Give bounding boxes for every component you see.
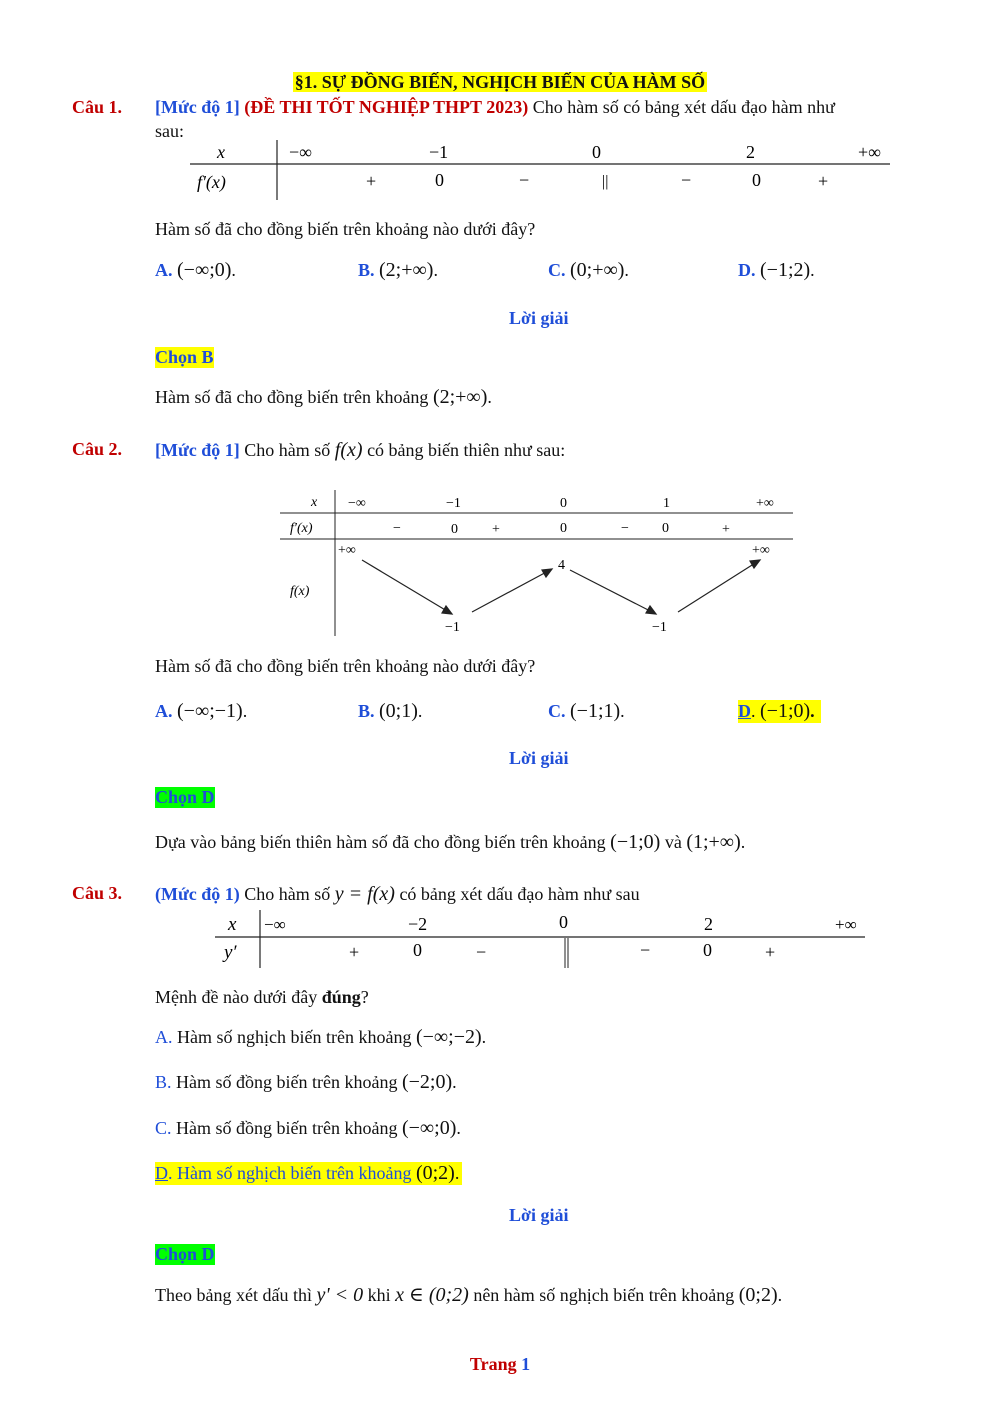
q3-sign: +	[765, 942, 776, 962]
q3-sign: −	[640, 940, 651, 960]
q1-sign: −	[681, 170, 692, 190]
q3-x-val: +∞	[835, 915, 857, 934]
q1-x-val: 2	[746, 142, 755, 162]
q1-x-val: −∞	[289, 142, 312, 162]
q1-answer-choice: Chọn B	[155, 347, 214, 367]
q3-option-d[interactable]: D. Hàm số nghịch biến trên khoảng (0;2).	[155, 1162, 462, 1185]
question-3-question: Mệnh đề nào dưới đây đúng?	[155, 987, 369, 1007]
q1-fp-label: f'(x)	[197, 172, 226, 192]
q2-x-label: x	[311, 495, 318, 510]
q2-arrow-head	[750, 560, 760, 568]
question-1-stem: [Mức độ 1] (ĐỀ THI TỐT NGHIỆP THPT 2023) Cho hàm số có bảng xét dấu đạo hàm như	[155, 97, 835, 117]
q2-sign: 0	[560, 521, 567, 536]
q1-x-val: +∞	[858, 142, 881, 162]
q3-option-a[interactable]: A. Hàm số nghịch biến trên khoảng (−∞;−2).	[155, 1026, 487, 1048]
q1-sign: −	[519, 170, 530, 190]
q2-option-b[interactable]: B. (0;1).	[358, 700, 423, 722]
q1-x-label: x	[217, 142, 225, 162]
q2-sign: −	[393, 521, 401, 536]
q2-arrow-head	[646, 606, 656, 614]
q2-option-a[interactable]: A. (−∞;−1).	[155, 700, 248, 722]
q1-x-val: 0	[592, 142, 601, 162]
q2-f-val: 4	[558, 558, 565, 573]
q2-sign: −	[621, 521, 629, 536]
q1-sign: ||	[602, 173, 609, 190]
q2-x-val: −∞	[348, 496, 366, 511]
q2-sign: 0	[451, 522, 458, 537]
q2-solution-heading: Lời giải	[509, 748, 569, 768]
question-2-label: Câu 2.	[72, 439, 123, 459]
q2-f-label: f(x)	[290, 584, 310, 599]
q2-answer-choice: Chọn D	[155, 787, 215, 807]
q1-explanation: Hàm số đã cho đồng biến trên khoảng (2;+∞).	[155, 386, 492, 408]
q1-option-c[interactable]: C. (0;+∞).	[548, 259, 629, 281]
q2-x-val: +∞	[756, 496, 774, 511]
q3-explanation: Theo bảng xét dấu thì y' < 0 khi x ∈ (0;2) nên hàm số nghịch biến trên khoảng (0;2).	[155, 1284, 783, 1306]
question-3-label: Câu 3.	[72, 883, 123, 903]
q2-f-val: +∞	[338, 543, 356, 558]
question-2-stem: [Mức độ 1] Cho hàm số f(x) có bảng biến thiên như sau:	[155, 439, 566, 461]
q2-sign: +	[492, 522, 500, 537]
q3-sign: 0	[413, 940, 422, 960]
q1-sign: 0	[752, 170, 761, 190]
q2-variation-table	[278, 488, 798, 638]
q3-option-b[interactable]: B. Hàm số đồng biến trên khoảng (−2;0).	[155, 1071, 457, 1093]
q2-f-val: −1	[652, 620, 667, 635]
q2-option-d[interactable]: D. (−1;0).	[738, 700, 821, 723]
q3-x-val: −∞	[264, 915, 286, 934]
q2-arrow-head	[442, 606, 452, 614]
q3-yp-label: y′	[224, 942, 237, 963]
question-1-stem-cont: sau:	[155, 121, 184, 141]
page-footer: Trang 1	[469, 1354, 531, 1374]
q1-option-b[interactable]: B. (2;+∞).	[358, 259, 438, 281]
q2-explanation: Dựa vào bảng biến thiên hàm số đã cho đồng biến trên khoảng (−1;0) và (1;+∞).	[155, 831, 746, 853]
q3-sign-table	[210, 908, 870, 970]
q1-sign: +	[366, 171, 377, 191]
q3-solution-heading: Lời giải	[509, 1205, 569, 1225]
q2-x-val: 1	[663, 496, 670, 511]
q1-sign-table	[185, 138, 895, 204]
q2-increase-arrow	[472, 569, 552, 612]
q3-sign: 0	[703, 940, 712, 960]
q3-x-label: x	[228, 914, 237, 935]
q1-sign: 0	[435, 170, 444, 190]
question-1-question: Hàm số đã cho đồng biến trên khoảng nào dưới đây?	[155, 219, 536, 239]
question-1-label: Câu 1.	[72, 97, 123, 117]
q3-x-val: −2	[408, 914, 428, 934]
q2-f-val: +∞	[752, 543, 770, 558]
q2-option-c[interactable]: C. (−1;1).	[548, 700, 625, 722]
question-2-question: Hàm số đã cho đồng biến trên khoảng nào dưới đây?	[155, 656, 536, 676]
question-3-stem: (Mức độ 1) Cho hàm số y = f(x) có bảng xét dấu đạo hàm như sau	[155, 883, 640, 905]
q2-x-val: −1	[446, 496, 461, 511]
q3-answer-choice: Chọn D	[155, 1244, 215, 1264]
q3-sign: +	[349, 942, 360, 962]
q1-sign: +	[818, 171, 829, 191]
q2-f-val: −1	[445, 620, 460, 635]
q2-increase-arrow	[678, 560, 760, 612]
q2-decrease-arrow	[362, 560, 452, 614]
q3-x-val: 0	[559, 912, 568, 932]
q1-x-val: −1	[429, 142, 449, 162]
q2-decrease-arrow	[570, 570, 656, 614]
q2-x-val: 0	[560, 496, 567, 511]
q1-option-a[interactable]: A. (−∞;0).	[155, 259, 236, 281]
q2-sign: 0	[662, 521, 669, 536]
q1-option-d[interactable]: D. (−1;2).	[738, 259, 815, 281]
q2-arrow-head	[542, 569, 552, 577]
q3-option-c[interactable]: C. Hàm số đồng biến trên khoảng (−∞;0).	[155, 1117, 461, 1139]
q2-fp-label: f′(x)	[290, 521, 313, 536]
page-title: §1. SỰ ĐỒNG BIẾN, NGHỊCH BIẾN CỦA HÀM SỐ	[294, 72, 706, 92]
q1-solution-heading: Lời giải	[509, 308, 569, 328]
q2-sign: +	[722, 522, 730, 537]
q3-x-val: 2	[704, 914, 713, 934]
q3-sign: −	[476, 942, 487, 962]
